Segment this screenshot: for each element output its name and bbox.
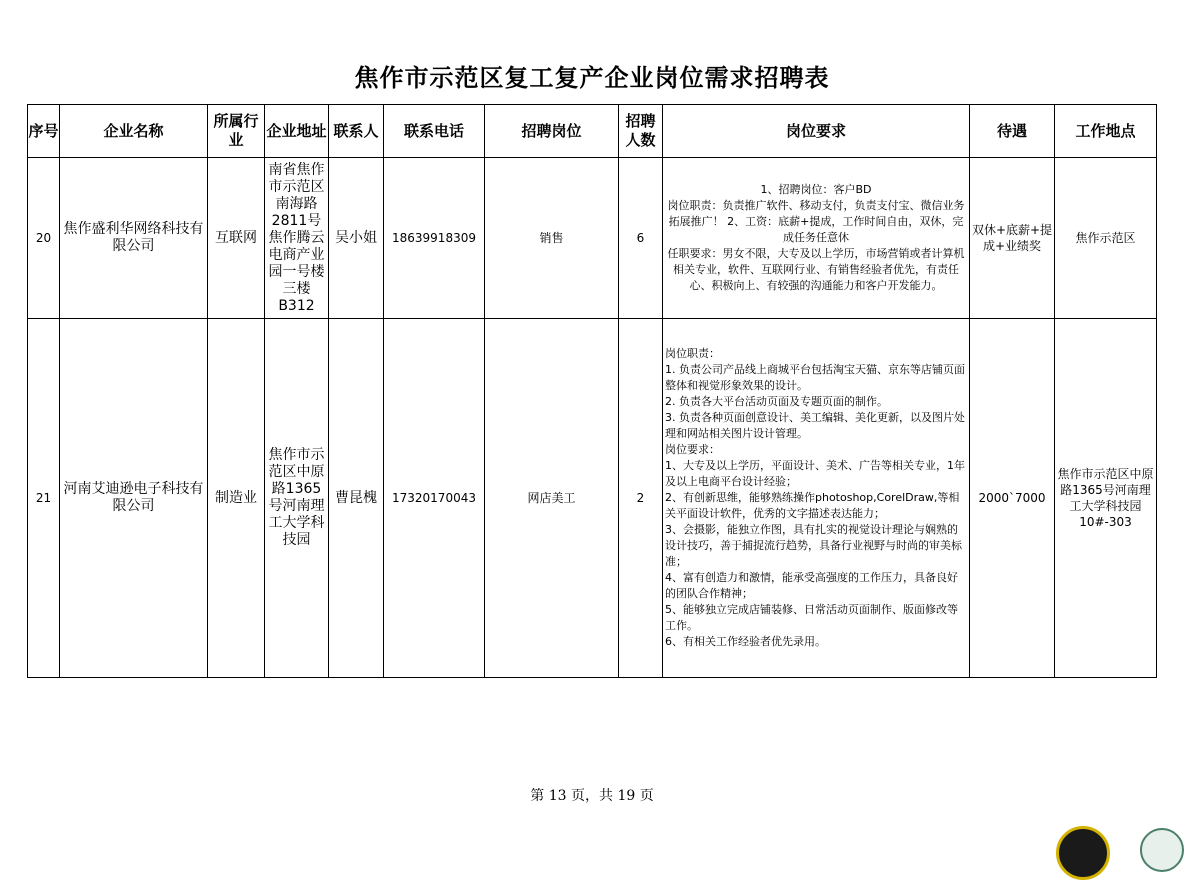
requirement-line: 3. 负责各种页面创意设计、美工编辑、美化更新，以及图片处理和网站相关图片设计管理。 (665, 411, 965, 440)
requirement-line: 1. 负责公司产品线上商城平台包括淘宝天猫、京东等店铺页面整体和视觉形象效果的设计。 (665, 363, 965, 392)
cell-location: 焦作示范区 (1055, 158, 1157, 319)
cell-salary: 2000`7000 (970, 319, 1055, 678)
cell-company: 焦作盛利华网络科技有限公司 (60, 158, 208, 319)
cell-position: 销售 (485, 158, 619, 319)
cell-count: 6 (619, 158, 663, 319)
requirement-line: 任职要求：男女不限，大专及以上学历，市场营销或者计算机相关专业，软件、互联网行业、有销售经验者优先，有责任心、积极向上、有较强的沟通能力和客户开发能力。 (667, 247, 965, 292)
requirement-line: 6、有相关工作经验者优先录用。 (665, 635, 826, 648)
column-header-position: 招聘岗位 (485, 105, 619, 158)
cell-industry: 互联网 (208, 158, 265, 319)
column-header-no: 序号 (28, 105, 60, 158)
cell-phone: 18639918309 (384, 158, 485, 319)
cell-location: 焦作市示范区中原路1365号河南理工大学科技园10#-303 (1055, 319, 1157, 678)
column-header-count: 招聘人数 (619, 105, 663, 158)
column-header-location: 工作地点 (1055, 105, 1157, 158)
cell-address: 南省焦作市示范区南海路2811号焦作腾云电商产业园一号楼三楼B312 (265, 158, 329, 319)
page-title: 焦作市示范区复工复产企业岗位需求招聘表 (354, 64, 830, 92)
cell-salary: 双休+底薪+提成+业绩奖 (970, 158, 1055, 319)
column-header-address: 企业地址 (265, 105, 329, 158)
cell-contact: 曹昆槐 (329, 319, 384, 678)
table-row (28, 319, 1157, 678)
requirement-line: 2、有创新思维，能够熟练操作photoshop,CorelDraw,等相关平面设计软件，优秀的文字描述表达能力； (665, 491, 960, 520)
cell-requirements (663, 158, 970, 319)
requirement-line: 3、会摄影，能独立作图，具有扎实的视觉设计理论与娴熟的设计技巧，善于捕捉流行趋势，具备行业视野与时尚的审美标准； (665, 523, 962, 568)
column-header-requirements: 岗位要求 (663, 105, 970, 158)
column-header-company: 企业名称 (60, 105, 208, 158)
cell-no: 20 (28, 158, 60, 319)
cell-phone: 17320170043 (384, 319, 485, 678)
cell-position: 网店美工 (485, 319, 619, 678)
cell-address: 焦作市示范区中原路1365号河南理工大学科技园 (265, 319, 329, 678)
cell-company: 河南艾迪逊电子科技有限公司 (60, 319, 208, 678)
cell-requirements (663, 319, 970, 678)
column-header-phone: 联系电话 (384, 105, 485, 158)
requirement-line: 1、大专及以上学历，平面设计、美术、广告等相关专业，1年及以上电商平台设计经验； (665, 459, 965, 488)
cell-count: 2 (619, 319, 663, 678)
recruitment-table (27, 104, 1157, 678)
column-header-salary: 待遇 (970, 105, 1055, 158)
requirement-line: 1、招聘岗位：客户BD (760, 183, 872, 196)
requirement-line: 岗位职责：负责推广软件、移动支付，负责支付宝、微信业务拓展推广！ 2、工资：底薪+提成，工作时间自由，双休，完成任务任意休 (667, 199, 965, 244)
seal-icon (1056, 826, 1110, 880)
requirement-line: 岗位要求： (665, 443, 720, 456)
requirement-line: 2. 负责各大平台活动页面及专题页面的制作。 (665, 395, 888, 408)
column-header-industry: 所属行业 (208, 105, 265, 158)
requirement-line: 5、能够独立完成店铺装修、日常活动页面制作、版面修改等工作。 (665, 603, 958, 632)
cell-no: 21 (28, 319, 60, 678)
requirement-line: 岗位职责： (665, 347, 720, 360)
column-header-contact: 联系人 (329, 105, 384, 158)
table-header-row (28, 105, 1157, 158)
page-number: 第 13 页，共 19 页 (530, 788, 654, 804)
requirement-line: 4、富有创造力和激情，能承受高强度的工作压力，具备良好的团队合作精神； (665, 571, 958, 600)
emblem-icon (1140, 828, 1184, 872)
table-row (28, 158, 1157, 319)
cell-contact: 吴小姐 (329, 158, 384, 319)
cell-industry: 制造业 (208, 319, 265, 678)
